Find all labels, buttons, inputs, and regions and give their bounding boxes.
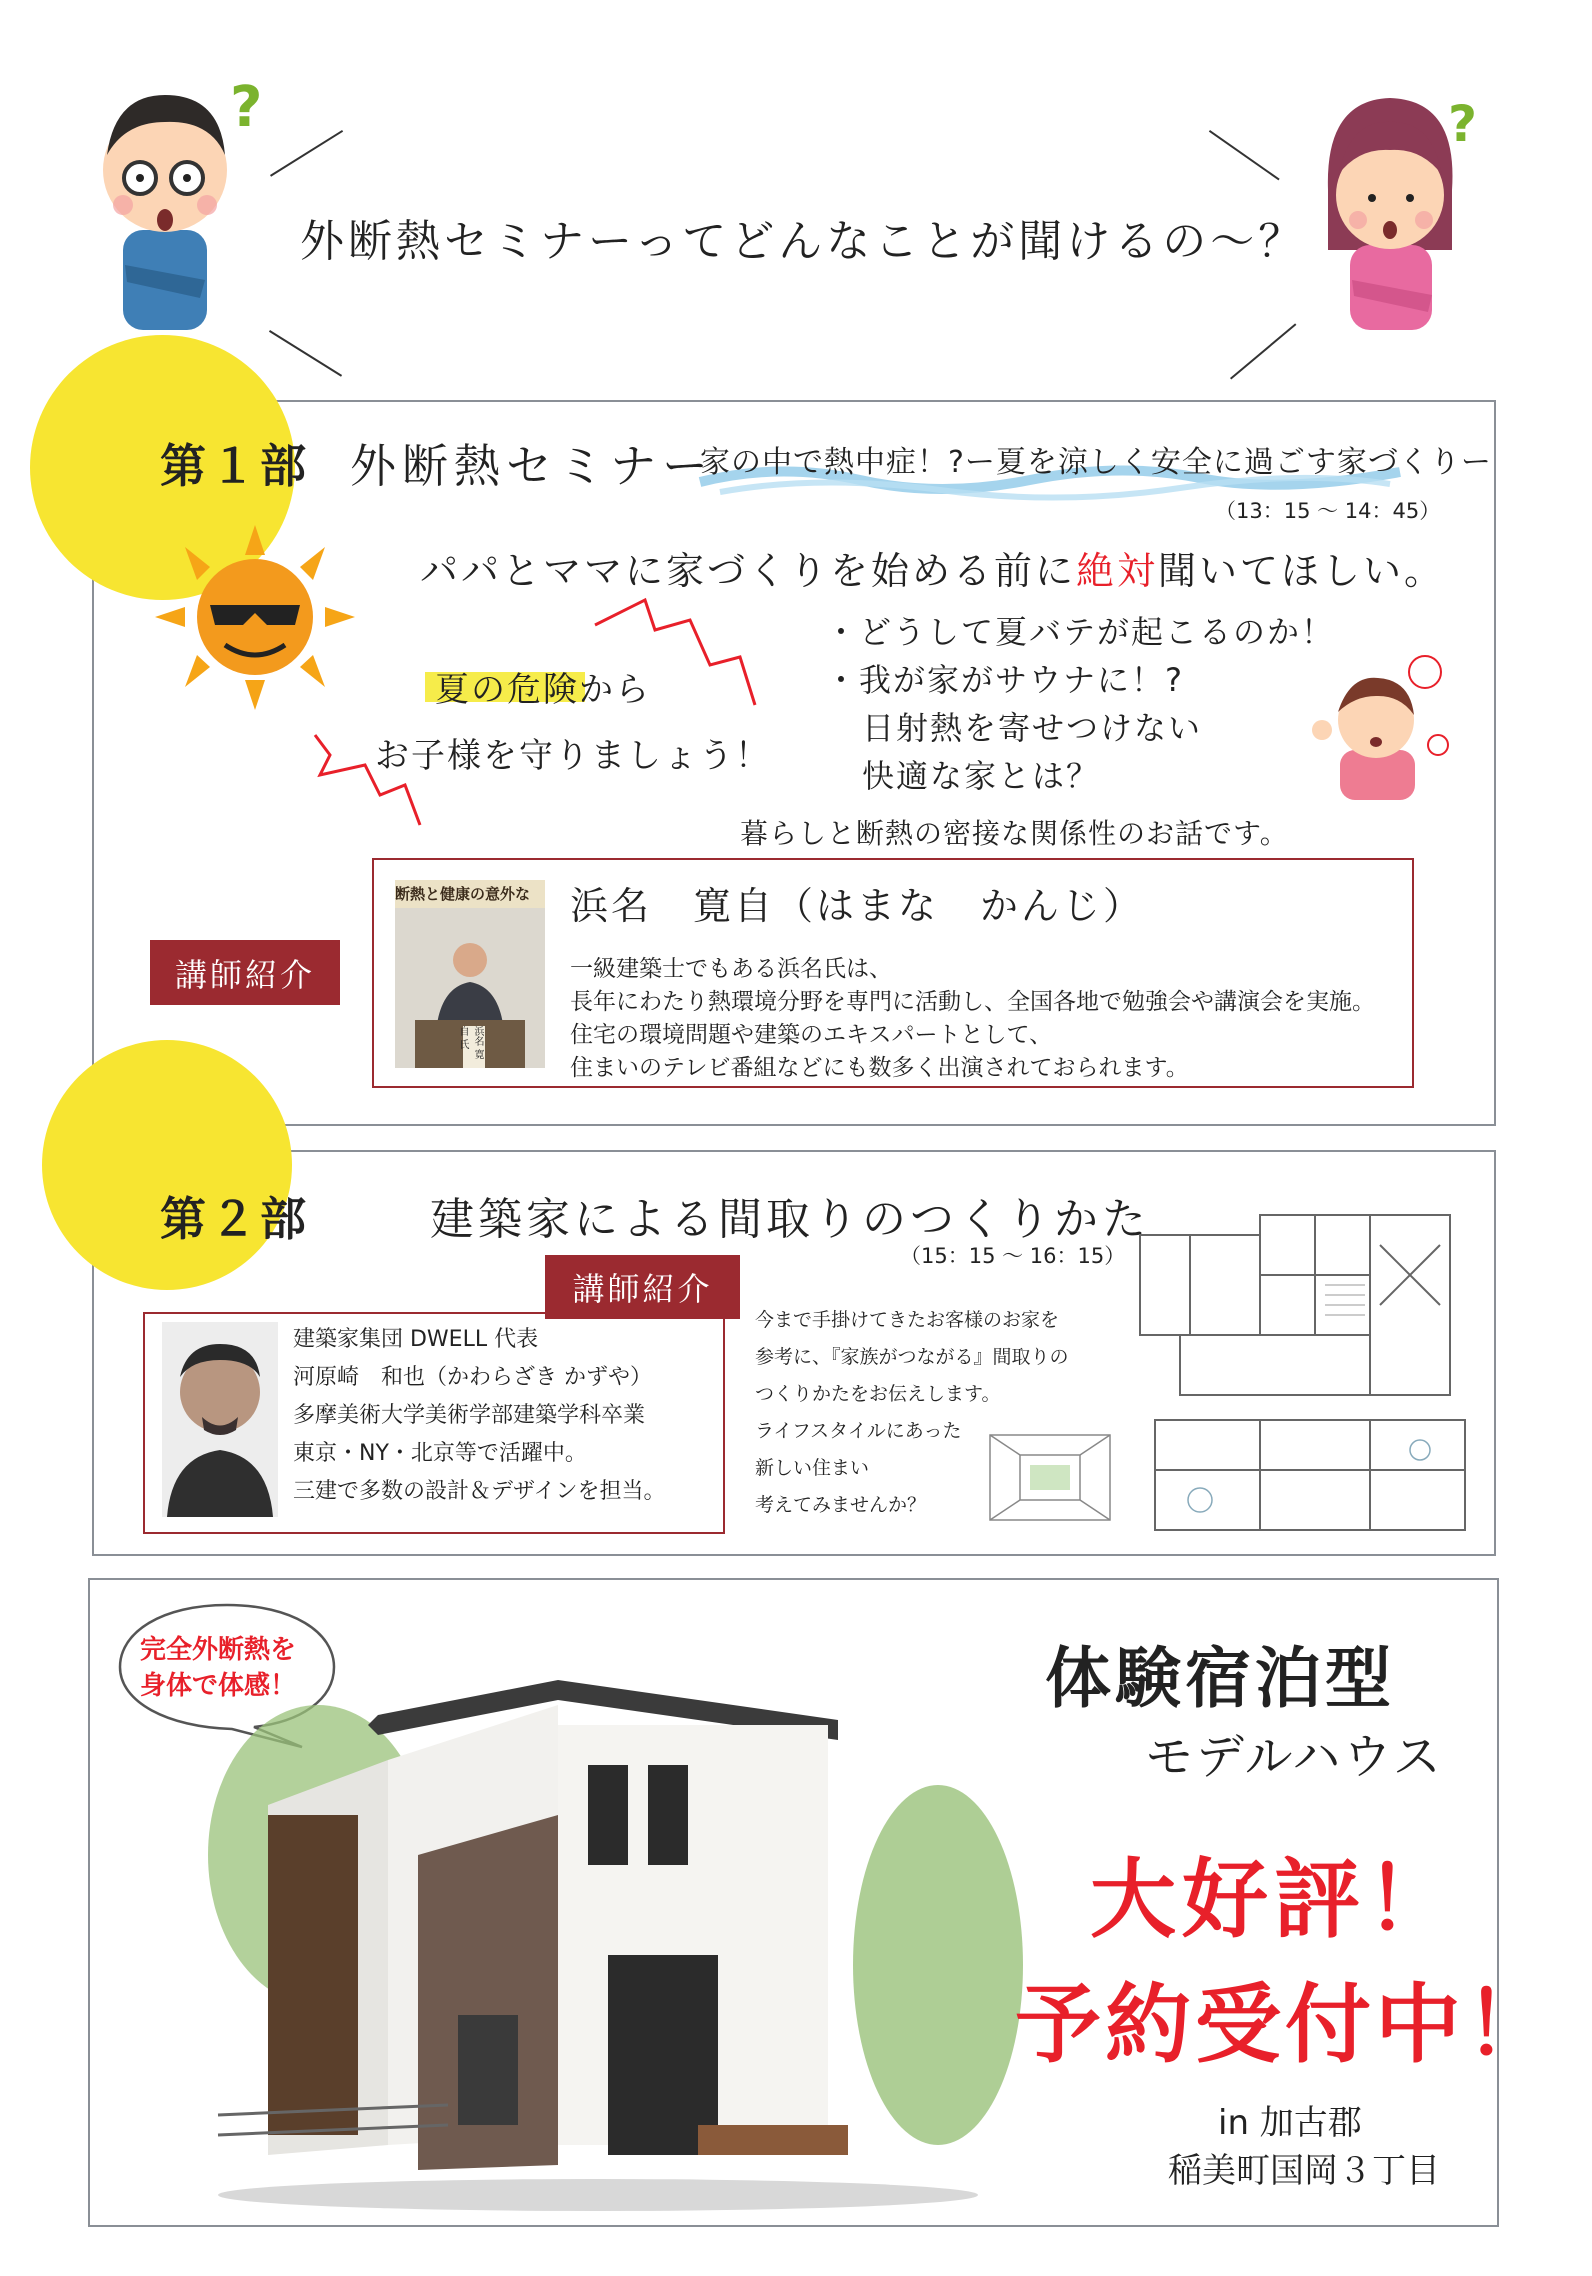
part1-title: 外断熱セミナー [350,439,714,493]
part2-desc-3: つくりかたをお伝えします。 [755,1383,1001,1405]
speaker1-tag: 講師紹介 [150,940,340,1005]
part1-summary: 暮らしと断熱の密接な関係性のお話です。 [740,817,1289,850]
headline-post: 聞いてほしい。 [1158,549,1446,593]
man-illustration [85,60,245,330]
photo-banner: 断熱と健康の意外な [395,880,545,908]
headline-pre: パパとママに家づくりを始める前に [420,549,1077,593]
bullet-2: ・我が家がサウナに！? [825,661,1184,699]
speaker2-bio-3: 多摩美術大学美術学部建築学科卒業 [293,1403,646,1428]
speaker1-bio-3: 住宅の環境問題や建築のエキスパートとして、 [570,1022,1053,1048]
model-title: 体験宿泊型 [1045,1640,1395,1717]
warning-line2: お子様を守りましょう！ [375,736,771,776]
speaker1-bio-2: 長年にわたり熱環境分野を専門に活動し、全国各地で勉強会や講演会を実施。 [570,989,1375,1015]
question-mark-icon: ? [230,75,263,140]
speech-line [1230,323,1296,379]
part2-desc-5: 新しい住まい [755,1457,870,1479]
speaker1-bio-1: 一級建築士でもある浜名氏は、 [570,956,892,982]
speaker2-tag: 講師紹介 [545,1255,740,1319]
warning-line1 [435,662,651,711]
part1-headline [420,540,1445,595]
bullet-1: ・どうして夏バテが起こるのか！ [825,613,1336,651]
warning-post: から [579,670,651,710]
speaker1-photo [395,880,545,1068]
model-cta-2: 予約受付中！ [1015,1975,1555,2075]
warning-emphasis: 夏の危険 [435,670,579,710]
speaker2-bio-1: 建築家集団 DWELL 代表 [293,1327,539,1352]
bullet-3: 日射熱を寄せつけない [862,709,1203,747]
header-question: 外断熱セミナーってどんなことが聞けるの～？ [300,216,1307,267]
woman-illustration [1310,80,1470,330]
speaker1-name: 浜名 寛自（はまな かんじ） [570,884,1145,928]
model-location-2: 稲美町国岡３丁目 [1168,2151,1440,2191]
section-sketch [1140,1410,1480,1540]
speech-line [1209,130,1280,180]
part2-label: 第２部 [160,1192,310,1246]
model-house-photo [178,1665,1028,2215]
part2-desc-1: 今まで手掛けてきたお客様のお家を [755,1309,1060,1331]
sweating-child-illustration [1310,650,1450,800]
part2-desc-6: 考えてみませんか？ [755,1494,927,1516]
bubble-line1: 完全外断熱を [140,1635,297,1665]
model-cta-1: 大好評！ [1090,1850,1458,1950]
speaker1-bio-4: 住まいのテレビ番組などにも数多く出演されておられます。 [570,1055,1189,1081]
model-subtitle: モデルハウス [1145,1729,1444,1785]
part2-title: 建築家による間取りのつくりかた [430,1194,1150,1245]
zigzag-decoration [310,595,760,830]
model-location-1: in 加古郡 [1218,2103,1362,2143]
speaker2-bio-2: 河原崎 和也（かわらざき かずや） [293,1365,652,1390]
speaker2-bio-4: 東京・NY・北京等で活躍中。 [293,1441,587,1466]
photo-nameplate: 浜名 寛自 氏 [463,1026,485,1068]
floor-plan-sketch [1130,1205,1460,1415]
part2-desc-2: 参考に、『家族がつながる』間取りの [755,1346,1069,1368]
headline-emphasis: 絶対 [1076,549,1159,593]
part1-time: （13：15 ～ 14：45） [1215,499,1441,523]
part2-yellow-circle [42,1040,292,1290]
speech-line [269,330,342,377]
bubble-line2: 身体で体感！ [140,1671,297,1701]
part1-label: 第１部 [160,439,310,493]
part2-time: （15：15 ～ 16：15） [900,1244,1126,1268]
part1-subtitle: 家の中で熱中症！?ー夏を涼しく安全に過ごす家づくりー [700,445,1492,480]
part2-desc-4: ライフスタイルにあった [755,1420,962,1442]
speaker2-bio-5: 三建で多数の設計＆デザインを担当。 [293,1479,666,1504]
speaker2-photo [162,1322,278,1517]
speech-line [270,130,343,177]
room-perspective-sketch [985,1430,1115,1525]
question-mark-icon: ? [1448,95,1478,153]
bullet-4: 快適な家とは？ [862,757,1101,795]
